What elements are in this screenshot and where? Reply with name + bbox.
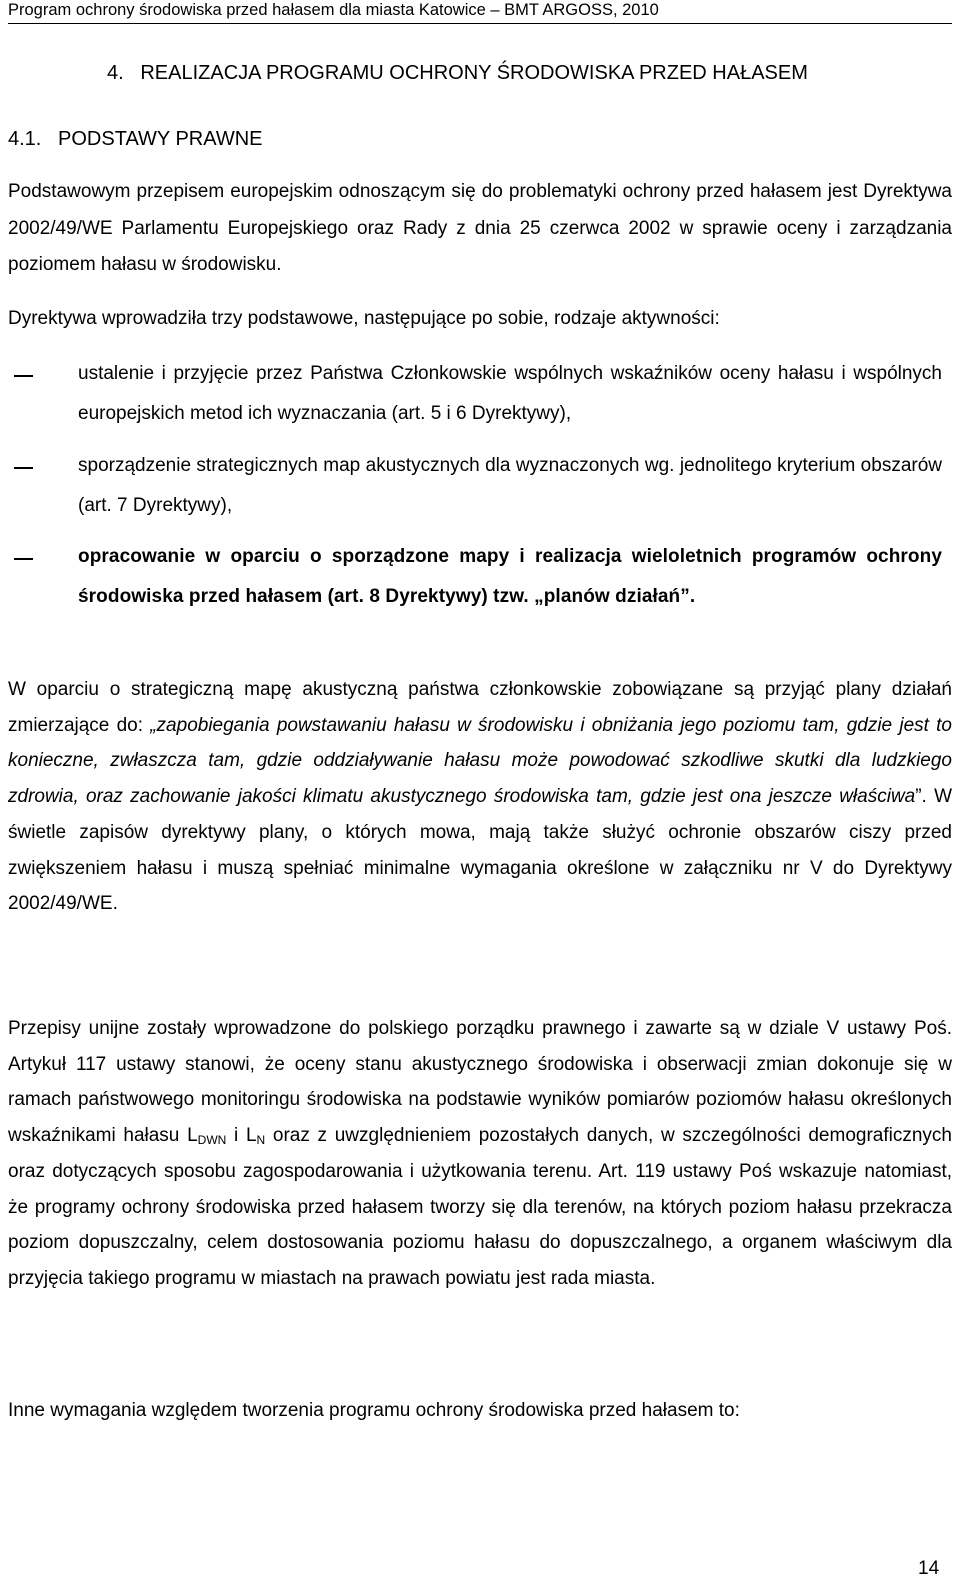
paragraph-activities-intro: Dyrektywa wprowadziła trzy podstawowe, następujące po sobie, rodzaje aktywności: <box>8 308 720 329</box>
paragraph-text: Przepisy unijne zostały wprowadzone do polskiego porządku prawnego i zawarte są w dziale V ustawy Poś. Artykuł 117 ustawy stanowi, że oceny stanu akustycznego środowiska i obserwacji zmian dokonuje się w ramach państwowego monitoringu środowiska na podstawie wyników pomiarów poziomów hałasu określonych wskaźnikami hałasu L <box>8 1018 952 1147</box>
paragraph-text: i L <box>226 1125 257 1147</box>
paragraph-legal-basis: Podstawowym przepisem europejskim odnoszącym się do problematyki ochrony przed hałasem jest Dyrektywa 2002/49/WE Parlamentu Europejskiego oraz Rady z dnia 25 czerwca 2002 w sprawie oceny i zarządzania poziomem hałasu w środowisku. <box>8 181 952 275</box>
paragraph-intro-text: W oparciu o strategiczną mapę akustyczną państwa członkowskie zobowiązane są przyjąć plany działań zmierzające do: <box>8 679 952 736</box>
header-rule <box>8 23 952 24</box>
list-item-text: ustalenie i przyjęcie przez Państwa Członkowskie wspólnych wskaźników oceny hałasu i wspólnych europejskich metod ich wyznaczania (art. 5 i 6 Dyrektywy), <box>78 363 942 424</box>
list-item-indicators <box>78 354 942 434</box>
directive-quote: „zapobiegania powstawaniu hałasu w środowisku i obniżania jego poziomu tam, gdzie jest to konieczne, zwłaszcza tam, gdzie oddziaływanie hałasu może powodować szkodliwe skutki dla ludzkiego zdrowia, oraz zachowanie jakości klimatu akustycznego środowiska tam, gdzie jest ona jeszcze właściwa <box>8 714 952 808</box>
dash-bullet <box>14 446 36 486</box>
list-item-noise-maps <box>78 446 942 526</box>
chapter-title: 4. REALIZACJA PROGRAMU OCHRONY ŚRODOWISKA PRZED HAŁASEM <box>107 62 808 84</box>
paragraph-action-plans <box>8 672 952 922</box>
dash-bullet <box>14 537 36 577</box>
dash-bullet <box>14 354 36 394</box>
list-item-text: opracowanie w oparciu o sporządzone mapy i realizacja wieloletnich programów ochrony środowiska przed hałasem (art. 8 Dyrektywy) tzw. „planów działań”. <box>78 546 942 607</box>
subscript-dwn: DWN <box>197 1133 227 1148</box>
list-item-text: sporządzenie strategicznych map akustycznych dla wyznaczonych wg. jednolitego kryterium obszarów (art. 7 Dyrektywy), <box>78 455 942 516</box>
page-number: 14 <box>918 1558 940 1579</box>
list-item-action-plans <box>78 537 942 617</box>
paragraph-text: oraz z uwzględnieniem pozostałych danych, w szczególności demograficznych oraz dotyczących sposobu zagospodarowania i użytkowania terenu. Art. 119 ustawy Poś wskazuje natomiast, że programy ochrony środowiska przed hałasem tworzy się dla terenów, na których poziom hałasu przekracza poziom dopuszczalny, celem dostosowania poziomu hałasu do dopuszczalnego, a organem właściwym dla przyjęcia takiego programu w miastach na prawach powiatu jest rada miasta. <box>8 1125 952 1289</box>
subscript-n: N <box>256 1133 266 1148</box>
paragraph-rest-text: ”. W świetle zapisów dyrektywy plany, o których mowa, mają także służyć ochronie obszarów ciszy przed zwiększeniem hałasu i muszą spełniać minimalne wymagania określone w załączniku nr V do Dyrektywy 2002/49/WE. <box>8 786 952 915</box>
section-title: 4.1. PODSTAWY PRAWNE <box>8 128 263 150</box>
paragraph-polish-law <box>8 1011 952 1297</box>
paragraph-other-requirements: Inne wymagania względem tworzenia programu ochrony środowiska przed hałasem to: <box>8 1400 740 1421</box>
running-header: Program ochrony środowiska przed hałasem dla miasta Katowice – BMT ARGOSS, 2010 <box>8 1 659 19</box>
